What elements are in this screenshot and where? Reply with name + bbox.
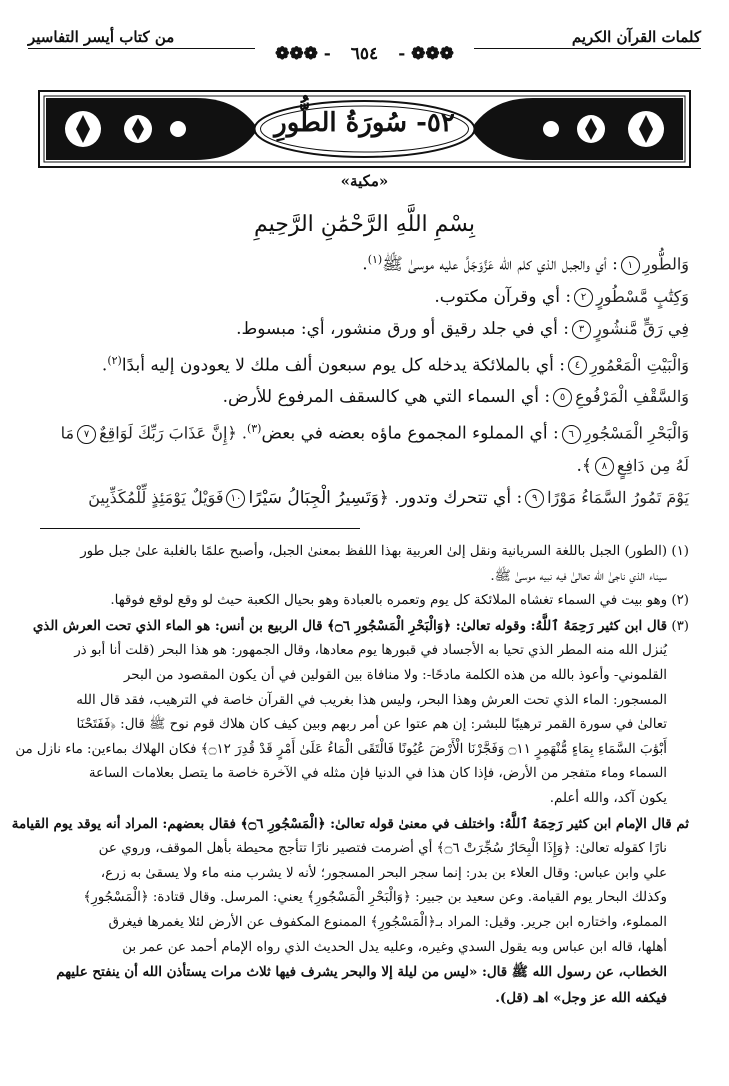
verse-text: لَهُ مِن دَافِعٍ [616,455,689,475]
verse-text: وَالسَّقْفِ الْمَرْفُوعِ [575,387,689,407]
footnote-line: وكذلك البحار يوم القيامة. وعن سعيد بن جبير: ﴿وَالْبَحْرِ الْمَسْجُورِ﴾ يعني: المرسل. وقال قتادة: ﴿الْمَسْجُورِ﴾ [83,890,667,906]
ornament-icon: - ❁❁❁ [265,44,341,64]
verse-text: وَالطُّورِ [642,254,689,274]
verse-number-icon: ٧ [77,425,96,444]
surah-type: «مكية» [340,172,389,190]
footnote-line: أهلها، قاله ابن عباس وبه يقول السدي وغيره، وعليه يدل الحديث الذي رواه الإمام أحمد عن عمر بن [122,939,667,955]
verse-text: مَا [60,423,75,443]
footnote-line: يُنزل الله منه المطر الذي تحيا به الأجساد في قبورها يوم معادها، وقال الجمهور: هو هذا البحر (قلت أنا أبو ذر [74,643,667,659]
footnote-mark: (٣) [671,618,689,634]
source-title: من كتاب أيسر التفاسير [28,28,175,46]
footnote-line: علي وابن عباس: وقال العلاء بن بدر: إنما سجر البحر المسجور؛ لأنه لا يشرب منه ماء ولا يسقىٰ به زرع، [100,865,667,881]
verse-explanation: : أي المملوء المجموع ماؤه بعضه في بعض [261,423,559,444]
footnote-line: يكون آكد، والله أعلم. [549,790,667,806]
surah-title: ٥٢- سُورَةُ الطُّورِ [274,108,455,138]
verse-number-icon: ٢ [574,288,593,307]
footnote-line: أَبْوَٰبَ السَّمَاءِ بِمَاءٍ مُّنْهَمِرٍ ۝١١ وَفَجَّرْنَا الْأَرْضَ عُيُونًا فَالْتَقَى الْمَاءُ عَلَىٰ أَمْرٍ قَدْ قُدِرَ ۝١٢﴾ فكان الهلاك بماءين: ماء نازل من [15,741,667,757]
verse-number-icon: ٣ [572,320,591,339]
footnote-line: المملوء، واختاره ابن جرير. وقيل: المراد بـ﴿الْمَسْجُورِ﴾ الممنوع المكفوف عن الأرض لئلا يغمرها فيغرق [108,914,667,930]
footnote-line: (٢) وهو بيت في السماء تغشاه الملائكة كل يوم وتعمره بالعبادة وهو بحيال الكعبة حيث لو وقع لوقع فوقها. [110,593,689,609]
verse-number-icon: ٩ [525,489,544,508]
verse-text: وَكِتَٰبٍ مَّسْطُورٍ [596,286,689,306]
footnote-line: القلموني- وأعوذ بالله من هذه الكلمة مادحًا-: ولا منافاة بين القولين في أن يكون المقصود من البحر [123,667,667,683]
verse-number-icon: ٦ [562,425,581,444]
verse-line [39,413,689,450]
verse-explanation: : أي السماء التي هي كالسقف المرفوع للأرض. [222,387,551,408]
verse-explanation: : أي تتحرك وتدور. ﴿وَتَسِيرُ الْجِبَالُ سَيْرًا [248,487,523,508]
footnote-line: الخطاب، عن رسول الله ﷺ قال: «ليس من ليلة إلا والبحر يشرف فيها ثلاث مرات يستأذن الله أن ينفتح عليهم [56,964,667,981]
footnote-line: (١) (الطور) الجبل باللغة السريانية ونقل إلىٰ العربية بهذا اللفظ بمعنىٰ الجبل، وأصبح علمًا بالغلبة علىٰ جبل طور [80,544,689,559]
verse-text: يَوْمَ تَمُورُ السَّمَاءُ مَوْرًا [547,487,689,507]
verse-text: وَالْبَحْرِ الْمَسْجُورِ [583,423,689,443]
footnote-mark: (٢) [671,593,689,609]
basmala: بِسْمِ اللَّهِ الرَّحْمَٰنِ الرَّحِيمِ [253,212,476,237]
verse-explanation: ﴾. [576,455,592,476]
verse-number-icon: ١ [621,256,640,275]
verse-line [39,381,689,413]
footnote-separator [40,528,360,529]
page-number-wrap [0,44,729,64]
footnotes [11,540,689,1011]
verse-number-icon: ٤ [568,356,587,375]
verse-line [39,482,689,514]
footnote-line: نارًا كقوله تعالىٰ: ﴿وَإِذَا الْبِحَارُ سُجِّرَتْ ۝٦﴾ أي أضرمت فتصير نارًا تتأجج محيطة بأهل الموقف، وروي عن [98,841,667,857]
footnote-ref: (٣) [246,422,262,436]
footnote-mark: (١) [671,544,689,559]
footnote-line: تعالىٰ في سورة القمر ترهيبًا للبشر: إن هم عتوا عن أمر ربهم وبين كيف كان هلاك قوم نوح ﷺ قال: ﴿فَفَتَحْنَا [76,717,667,733]
footnote-line: السماء وماء متفجر من الأرض، فإذا كان هذا في الدنيا فإن مثله في الآخرة خاصة ما يتصل بعلامات الساعة [88,766,667,782]
verse-line [39,313,689,345]
verse-explanation: : أي بالملائكة يدخله كل يوم سبعون ألف ملك لا يعودون إليه أبدًا [121,355,565,376]
verse-explanation: : أي والجبل الذي كلم الله عَزَّوَجَلَّ عليه موسىٰ ﷺ [382,254,618,275]
footnote-ref: (١) [367,253,383,266]
book-title: كلمات القرآن الكريم [571,28,701,46]
ornament-icon: ❁❁❁ - [388,44,464,64]
footnote-line: فيكفه الله عز وجل» اهـ (قل). [495,989,667,1006]
verse-text: فِي رَقٍّ مَّنشُورٍ [594,318,689,338]
footnote-line: سيناء الذي ناجىٰ الله تعالىٰ فيه نبيه موسىٰ ﷺ. [490,568,667,584]
page-number: ٦٥٤ [341,44,388,64]
verse-number-icon: ٨ [595,457,614,476]
verse-number-icon: ١٠ [226,489,245,508]
verse-text: فَوَيْلٌ يَوْمَئِذٍ لِّلْمُكَذِّبِينَ [88,487,224,507]
surah-banner [38,90,691,168]
verse-line [39,450,689,482]
verse-explanation: : أي في جلد رقيق أو ورق منشور، أي: مبسوط. [236,318,570,339]
verse-line [39,281,689,313]
footnote-line: المسجور: الماء الذي تحت العرش وهذا البحر، وليس هذا بغريب في القرآن خاصة في الترهيب، فقد قال الله [76,692,667,708]
verse-line: وَالطُّورِ١: أي والجبل الذي كلم الله عَزَّوَجَلَّ عليه موسىٰ ﷺ$^{(١)}$. [362,253,689,275]
verse-explanation: : أي وقرآن مكتوب. [434,286,572,307]
verse-number-icon: ٥ [553,388,572,407]
footnote-ref: (٢) [107,353,122,367]
footnote-line: (٣) قال ابن كثير رَحِمَهُ ٱللَّهُ: وقوله تعالىٰ: ﴿وَالْبَحْرِ الْمَسْجُورِ ۝٦﴾ قال الربيع بن أنس: هو الماء الذي تحت العرش الذي [32,617,689,634]
verse-line: وَالْبَيْتِ الْمَعْمُورِ٤: أي بالملائكة يدخله كل يوم سبعون ألف ملك لا يعودون إليه أبدًا$^{(٢)}$. [101,353,689,376]
verse-list [39,244,689,514]
footnote-line: ثم قال الإمام ابن كثير رَحِمَهُ ٱللَّهُ: واختلف في معنىٰ قوله تعالىٰ: ﴿الْمَسْجُورِ ۝٦﴾ فقال بعضهم: المراد أنه يوقد يوم القيامة [11,815,689,832]
verse-text: . ﴿إِنَّ عَذَابَ رَبِّكَ لَوَاقِعٌ [99,423,247,443]
verse-text: وَالْبَيْتِ الْمَعْمُورِ [589,355,689,375]
